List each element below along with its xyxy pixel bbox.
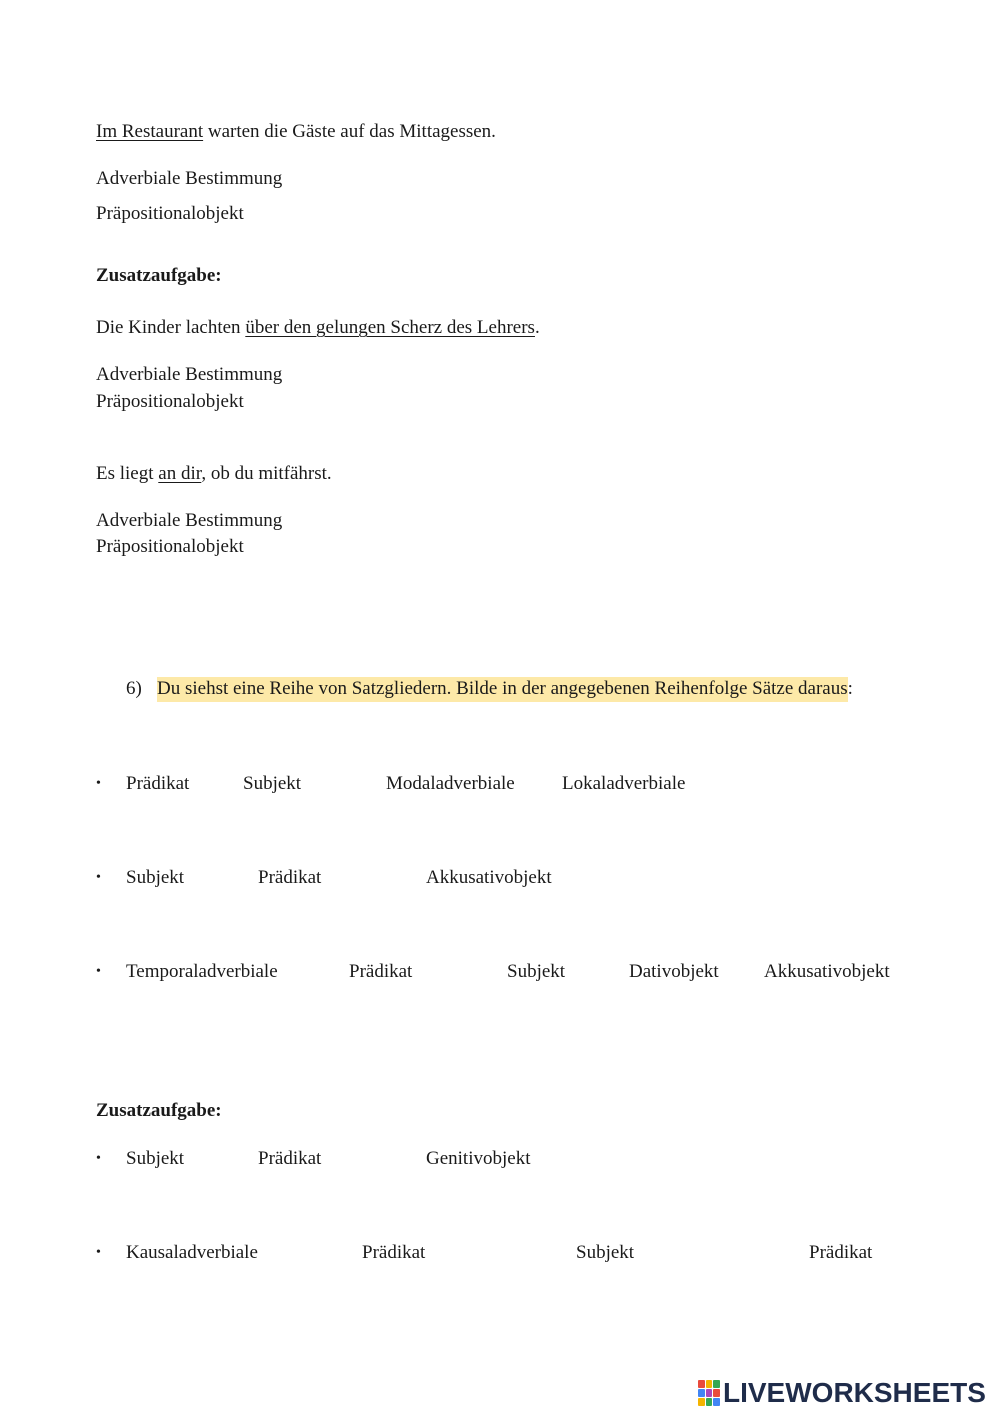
- task-number: 6): [126, 678, 142, 699]
- sentence-start: Die Kinder lachten: [96, 317, 246, 338]
- row3-item-2: Prädikat: [349, 961, 413, 982]
- row2-item-3: Akkusativobjekt: [426, 867, 552, 888]
- sentence-end: .: [534, 317, 540, 338]
- option-praepositionalobjekt-1[interactable]: Präpositionalobjekt: [96, 203, 244, 224]
- row3-item-4: Dativobjekt: [629, 961, 719, 982]
- bullet-icon: •: [96, 870, 101, 885]
- extra2-item-2: Prädikat: [362, 1242, 426, 1263]
- extra1-item-1: Subjekt: [126, 1148, 185, 1169]
- zusatzaufgabe-heading-1: Zusatzaufgabe:: [96, 265, 222, 286]
- sentence-restaurant: [96, 122, 496, 141]
- bullet-icon: •: [96, 1245, 101, 1260]
- extra1-item-3: Genitivobjekt: [426, 1148, 531, 1169]
- bullet-icon: •: [96, 1151, 101, 1166]
- underlined-phrase: an dir: [158, 463, 202, 484]
- row1-item-3: Modaladverbiale: [386, 773, 515, 794]
- row3-item-5: Akkusativobjekt: [764, 961, 890, 982]
- task-instruction: [157, 679, 853, 698]
- row1-item-1: Prädikat: [126, 773, 190, 794]
- extra1-item-2: Prädikat: [258, 1148, 322, 1169]
- row3-item-1: Temporaladverbiale: [126, 961, 278, 982]
- highlighted-instruction: Du siehst eine Reihe von Satzgliedern. Bilde in der angegebenen Reihenfolge Sätze daraus: [157, 677, 848, 702]
- zusatzaufgabe-heading-2: Zusatzaufgabe:: [96, 1100, 222, 1121]
- logo-text: LIVEWORKSHEETS: [723, 1377, 986, 1408]
- row2-item-1: Subjekt: [126, 867, 185, 888]
- sentence-start: Es liegt: [96, 463, 159, 484]
- underlined-phrase: über den gelungen Scherz des Lehrers: [245, 317, 535, 338]
- row1-item-4: Lokaladverbiale: [562, 773, 686, 794]
- liveworksheets-logo: [698, 1378, 986, 1408]
- option-adverbiale-bestimmung-3[interactable]: Adverbiale Bestimmung: [96, 510, 283, 531]
- logo-mark-icon: [698, 1380, 720, 1406]
- option-adverbiale-bestimmung-2[interactable]: Adverbiale Bestimmung: [96, 364, 283, 385]
- sentence-end: , ob du mitfährst.: [201, 463, 332, 484]
- row3-item-3: Subjekt: [507, 961, 566, 982]
- option-adverbiale-bestimmung-1[interactable]: Adverbiale Bestimmung: [96, 168, 283, 189]
- option-praepositionalobjekt-3[interactable]: Präpositionalobjekt: [96, 536, 244, 557]
- row2-item-2: Prädikat: [258, 867, 322, 888]
- extra2-item-3: Subjekt: [576, 1242, 635, 1263]
- extra2-item-1: Kausaladverbiale: [126, 1242, 258, 1263]
- underlined-phrase: Im Restaurant: [96, 121, 204, 142]
- sentence-kinder: [96, 318, 540, 337]
- bullet-icon: •: [96, 776, 101, 791]
- extra2-item-4: Prädikat: [809, 1242, 873, 1263]
- sentence-liegt: [96, 464, 332, 483]
- instruction-colon: :: [847, 678, 853, 699]
- bullet-icon: •: [96, 964, 101, 979]
- row1-item-2: Subjekt: [243, 773, 302, 794]
- sentence-rest: warten die Gäste auf das Mittagessen.: [203, 121, 496, 142]
- option-praepositionalobjekt-2[interactable]: Präpositionalobjekt: [96, 391, 244, 412]
